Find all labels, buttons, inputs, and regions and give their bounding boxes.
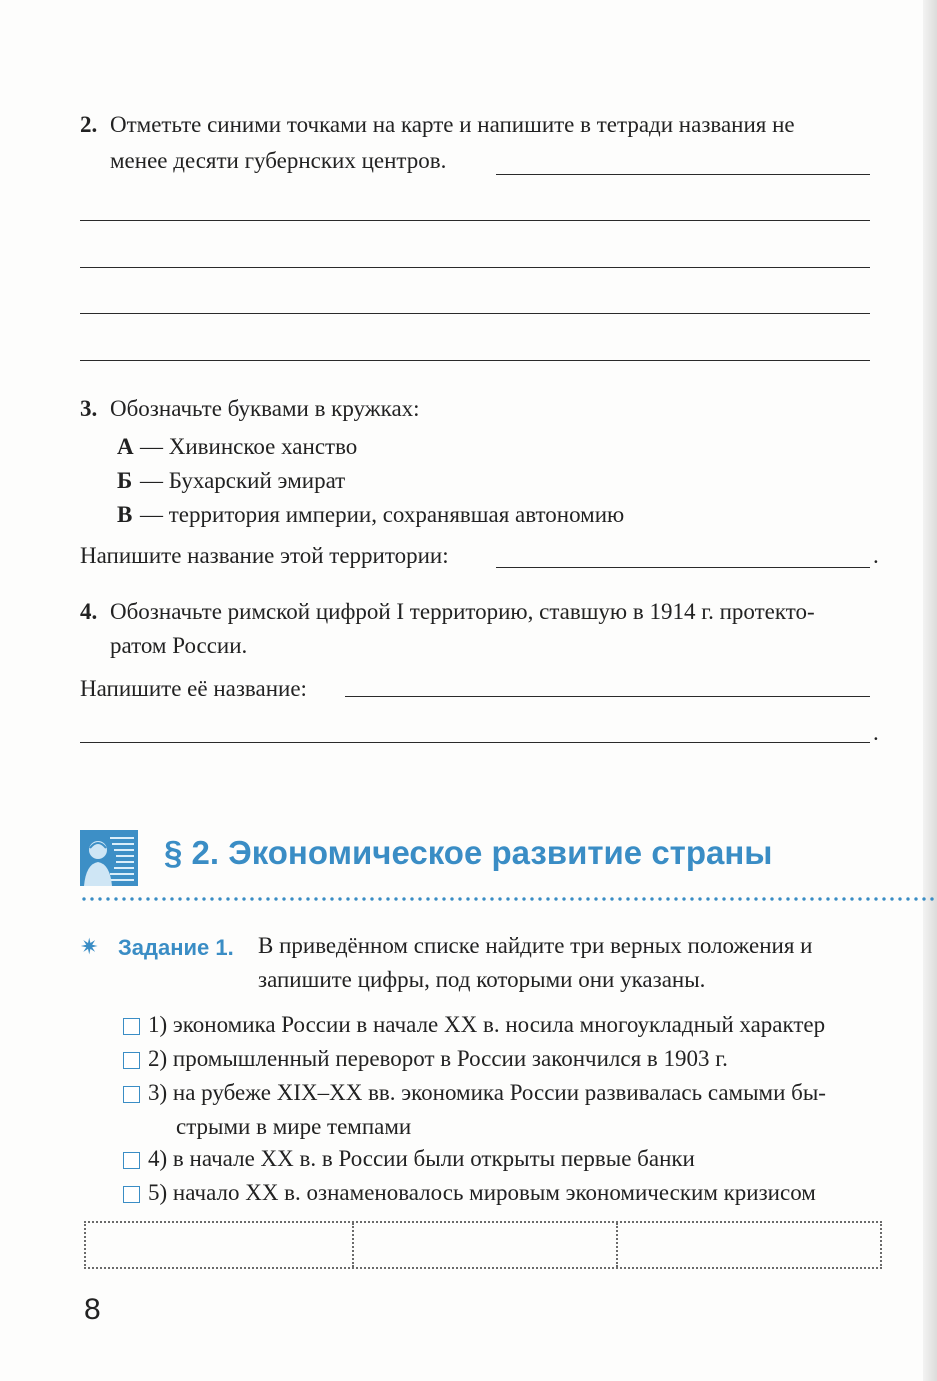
answer-cell-3[interactable]	[616, 1223, 880, 1267]
star-icon: ✷	[80, 935, 99, 960]
task4-prompt: Напишите её название:	[80, 676, 307, 701]
option5-checkbox[interactable]	[123, 1186, 140, 1203]
option3-checkbox[interactable]	[123, 1086, 140, 1103]
option2-checkbox[interactable]	[123, 1052, 140, 1069]
task3-answer-line[interactable]	[496, 567, 870, 568]
task4-period: .	[873, 720, 879, 745]
task2-answer-line-1[interactable]	[496, 174, 870, 175]
option3-text-cont: стрыми в мире темпами	[176, 1114, 412, 1139]
task2-answer-line-5[interactable]	[80, 360, 870, 361]
option1-checkbox[interactable]	[123, 1018, 140, 1035]
answer-cell-1[interactable]	[86, 1223, 350, 1267]
task3-number: 3.	[80, 396, 98, 421]
option4-text: 4) в начале XX в. в России были открыты первые банки	[148, 1146, 695, 1171]
task4-text-line2: ратом России.	[110, 633, 248, 658]
task4-text-line1: Обозначьте римской цифрой I территорию, ставшую в 1914 г. протекто-	[110, 599, 815, 624]
task2-answer-line-2[interactable]	[80, 220, 870, 221]
task3-item-a: — Хивинское ханство	[140, 434, 358, 459]
option5-text: 5) начало XX в. ознаменовалось мировым экономическим кризисом	[148, 1180, 816, 1205]
task2-text-line1: Отметьте синими точками на карте и напишите в тетради названия не	[110, 112, 795, 137]
task4-answer-line-1[interactable]	[345, 696, 870, 697]
section-emblem-icon	[80, 830, 138, 886]
option4-checkbox[interactable]	[123, 1152, 140, 1169]
task3-title: Обозначьте буквами в кружках:	[110, 396, 420, 421]
page-number: 8	[84, 1293, 101, 1326]
task3-letter-v: В	[117, 502, 133, 527]
task3-letter-b: Б	[117, 468, 133, 493]
task1-label: Задание 1.	[118, 935, 234, 960]
section-title: § 2. Экономическое развитие страны	[164, 834, 773, 871]
answer-cell-2[interactable]	[352, 1223, 614, 1267]
task2-text-line2: менее десяти губернских центров.	[110, 148, 447, 173]
task1-text-line1: В приведённом списке найдите три верных положения и	[258, 933, 813, 958]
option3-text: 3) на рубеже XIX–XX вв. экономика России развивалась самыми бы-	[148, 1080, 826, 1105]
task1-text-line2: запишите цифры, под которыми они указаны.	[258, 967, 706, 992]
option1-text: 1) экономика России в начале XX в. носила многоукладный характер	[148, 1012, 826, 1037]
page-edge-shadow	[923, 0, 937, 1381]
task4-answer-line-2[interactable]	[80, 742, 870, 743]
task3-item-v: — территория империи, сохранявшая автономию	[140, 502, 625, 527]
section-dotted-divider	[80, 895, 937, 903]
task2-answer-line-3[interactable]	[80, 267, 870, 268]
task2-number: 2.	[80, 112, 98, 137]
task3-prompt: Напишите название этой территории:	[80, 543, 449, 568]
task3-item-b: — Бухарский эмират	[140, 468, 346, 493]
task3-period: .	[873, 543, 879, 568]
option2-text: 2) промышленный переворот в России закончился в 1903 г.	[148, 1046, 728, 1071]
task2-answer-line-4[interactable]	[80, 313, 870, 314]
task3-letter-a: А	[117, 434, 134, 459]
task4-number: 4.	[80, 599, 98, 624]
